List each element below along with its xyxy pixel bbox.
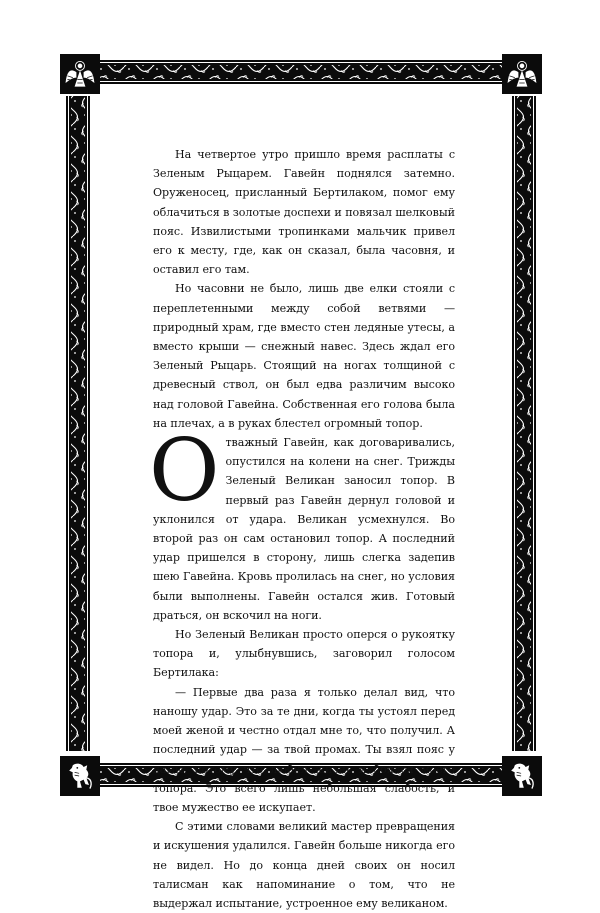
drop-cap: О <box>149 421 220 522</box>
angel-icon <box>60 54 100 94</box>
paragraph-with-dropcap <box>149 421 455 625</box>
story-text <box>149 145 455 913</box>
lion-rampant-icon <box>60 756 100 796</box>
paragraph: С этими словами великий мастер превращения и искушения удалился. Гавейн больше никогда его не видел. Но до конца дней своих он носил талисман как напоминание о том, что не выдержал испытание, устроенное ему великаном. <box>153 820 455 910</box>
angel-icon <box>502 54 542 94</box>
paragraph-text: тважный Гавейн, как договаривались, опустился на колени на снег. Трижды Зеленый Великан заносил топор. В первый раз Гавейн дернул головой и уклонился от удара. Великан усмехнулся. Во второй раз он сам остановил топор. А последний удар пришелся в сторону, лишь слегка задепив шею Гавейна. Кровь пролилась на снег, но условия были выполнены. Гавейн остался жив. Готовый драться, он вскочил на ноги. <box>153 436 455 622</box>
frame-top-border <box>96 60 504 84</box>
lion-rampant-icon <box>502 756 542 796</box>
paragraph: Но часовни не было, лишь две елки стояли с переплетенными между собой ветвями — природный храм, где вместо стен ледяные утесы, а вместо крыши — снежный навес. Здесь ждал его Зеленый Рыцарь. Стоящий на ногах толщиной с древесный ствол, он был едва различим высоко над головой Гавейна. Собственная его голова была на плечах, а в руках блестел огромный топор. <box>153 282 455 430</box>
paragraph: — Первые два раза я только делал вид, что наношу удар. Это за те дни, когда ты устоял перед моей женой и честно отдал мне то, что получил. А последний удар — за твой промах. Ты взял пояс у дамы, потому что любил жизнь и боялся моего топора. Это всего лишь небольшая слабость, и твое мужество ее искупает. <box>153 685 455 814</box>
paragraph: На четвертое утро пришло время расплаты с Зеленым Рыцарем. Гавейн поднялся затемно. Оруженосец, присланный Бертилаком, помог ему облачиться в золотые доспехи и повязал шелковый пояс. Извилистыми тропинками мальчик привел его к месту, где, как он сказал, была часовня, и оставил его там. <box>153 148 455 277</box>
paragraph: Но Зеленый Великан просто оперся о рукоятку топора и, улыбнувшись, заговорил голосом Бертилака: <box>153 628 455 680</box>
frame-left-border <box>66 96 90 751</box>
frame-right-border <box>512 96 536 751</box>
